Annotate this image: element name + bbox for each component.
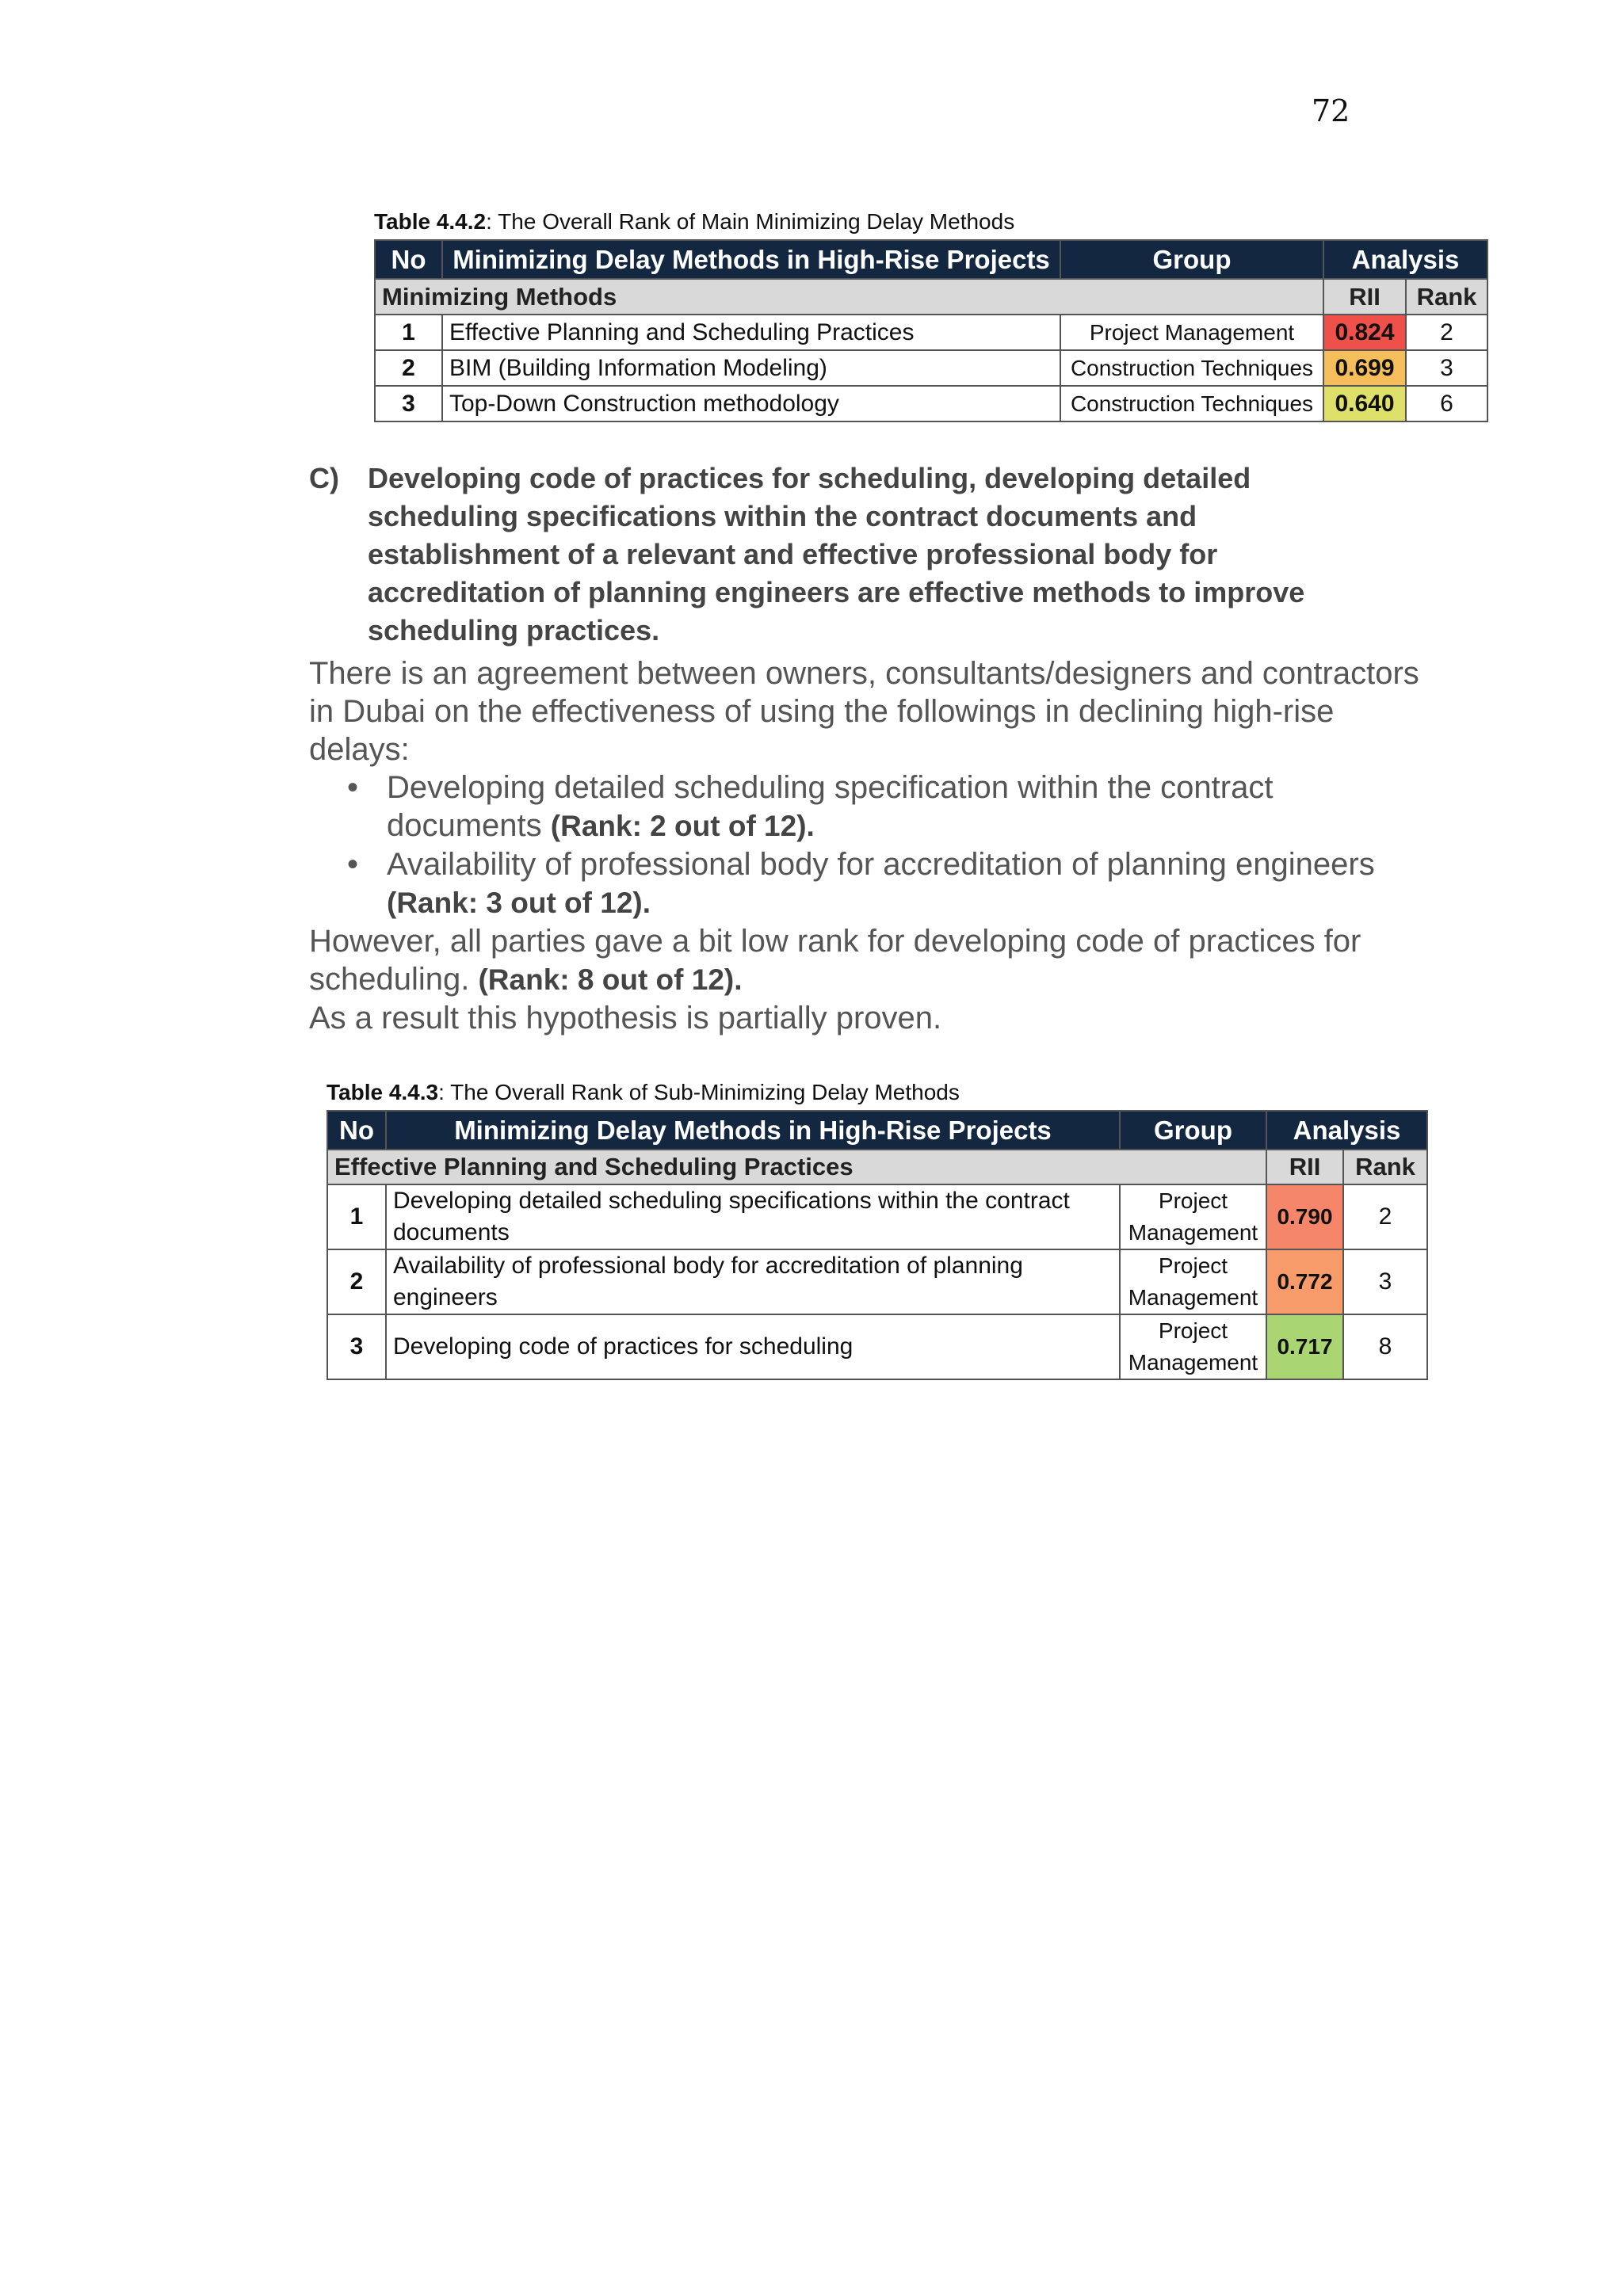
page-number: 72 — [1312, 93, 1350, 128]
data-table — [327, 1110, 1428, 1380]
table-row — [375, 350, 1487, 386]
cell-rank: 2 — [1406, 315, 1487, 350]
cell-method: Developing code of practices for scheduling — [386, 1314, 1120, 1379]
cell-method: Top-Down Construction methodology — [442, 386, 1060, 421]
subheader-rii: RII — [1323, 279, 1406, 315]
data-table — [374, 239, 1488, 422]
list-item — [309, 845, 1434, 922]
table-caption — [327, 1078, 1426, 1107]
cell-group: Project Management — [1120, 1314, 1266, 1379]
cell-method: Availability of professional body for accreditation of planning engineers — [386, 1249, 1120, 1314]
header-group: Group — [1120, 1111, 1266, 1150]
cell-rii: 0.699 — [1323, 350, 1406, 386]
subheader-rii: RII — [1266, 1150, 1343, 1184]
table-row — [327, 1249, 1427, 1314]
caption-number: Table 4.4.2 — [374, 209, 487, 234]
cell-rank: 2 — [1343, 1184, 1427, 1249]
subheader-label: Minimizing Methods — [375, 279, 1323, 315]
header-analysis: Analysis — [1266, 1111, 1427, 1150]
header-method: Minimizing Delay Methods in High-Rise Projects — [386, 1111, 1120, 1150]
table-4-4-3 — [327, 1078, 1426, 1380]
heading-label: C) — [309, 462, 339, 494]
table-row — [327, 1314, 1427, 1379]
table-row — [375, 315, 1487, 350]
table-row — [375, 386, 1487, 421]
cell-rii: 0.824 — [1323, 315, 1406, 350]
cell-no: 2 — [327, 1249, 386, 1314]
cell-no: 3 — [327, 1314, 386, 1379]
cell-group: Project Management — [1120, 1249, 1266, 1314]
cell-rii: 0.790 — [1266, 1184, 1343, 1249]
bullet-rank: (Rank: 2 out of 12). — [550, 810, 815, 842]
cell-group: Project Management — [1060, 315, 1323, 350]
cell-rank: 3 — [1343, 1249, 1427, 1314]
result-paragraph: As a result this hypothesis is partially proven. — [309, 1001, 942, 1035]
intro-paragraph: There is an agreement between owners, consultants/designers and contractors in Dubai on the effectiveness of using the followings in declining high-rise delays: — [309, 656, 1419, 767]
cell-group: Construction Techniques — [1060, 386, 1323, 421]
subheader-label: Effective Planning and Scheduling Practices — [327, 1150, 1266, 1184]
bullet-text: Developing detailed scheduling specification within the contract documents — [387, 770, 1274, 843]
bullet-text: Availability of professional body for accreditation of planning engineers — [387, 847, 1375, 882]
caption-title: : The Overall Rank of Sub-Minimizing Delay Methods — [438, 1080, 960, 1104]
subheader-rank: Rank — [1343, 1150, 1427, 1184]
table-row — [327, 1184, 1427, 1249]
cell-no: 3 — [375, 386, 442, 421]
however-rank: (Rank: 8 out of 12). — [478, 963, 743, 996]
cell-method: BIM (Building Information Modeling) — [442, 350, 1060, 386]
bullet-icon: • — [347, 847, 359, 882]
cell-group: Construction Techniques — [1060, 350, 1323, 386]
body-text — [309, 654, 1434, 1037]
table-caption — [374, 208, 1487, 236]
caption-title: : The Overall Rank of Main Minimizing Delay Methods — [486, 209, 1015, 234]
however-text: However, all parties gave a bit low rank for developing code of practices for scheduling. — [309, 924, 1361, 997]
cell-no: 1 — [327, 1184, 386, 1249]
cell-rank: 3 — [1406, 350, 1487, 386]
caption-number: Table 4.4.3 — [327, 1080, 439, 1104]
bullet-rank: (Rank: 3 out of 12). — [387, 887, 651, 919]
however-paragraph — [309, 922, 1434, 999]
cell-rank: 6 — [1406, 386, 1487, 421]
cell-rank: 8 — [1343, 1314, 1427, 1379]
cell-no: 1 — [375, 315, 442, 350]
subheader-rank: Rank — [1406, 279, 1487, 315]
header-method: Minimizing Delay Methods in High-Rise Projects — [442, 240, 1060, 279]
header-no: No — [327, 1111, 386, 1150]
cell-rii: 0.717 — [1266, 1314, 1343, 1379]
cell-rii: 0.772 — [1266, 1249, 1343, 1314]
list-item — [309, 769, 1434, 845]
bullet-icon: • — [347, 770, 359, 805]
cell-group: Project Management — [1120, 1184, 1266, 1249]
heading-text: Developing code of practices for scheduling, developing detailed scheduling specifications within the contract documents and establishment of a relevant and effective professional body for accreditation of planning engineers are effective methods to improve scheduling practices. — [368, 462, 1305, 646]
header-analysis: Analysis — [1323, 240, 1487, 279]
table-4-4-2 — [374, 208, 1487, 422]
cell-method: Effective Planning and Scheduling Practices — [442, 315, 1060, 350]
header-no: No — [375, 240, 442, 279]
cell-rii: 0.640 — [1323, 386, 1406, 421]
bullet-list — [309, 769, 1434, 922]
cell-method: Developing detailed scheduling specifications within the contract documents — [386, 1184, 1120, 1249]
section-heading-c — [309, 460, 1387, 650]
cell-no: 2 — [375, 350, 442, 386]
header-group: Group — [1060, 240, 1323, 279]
